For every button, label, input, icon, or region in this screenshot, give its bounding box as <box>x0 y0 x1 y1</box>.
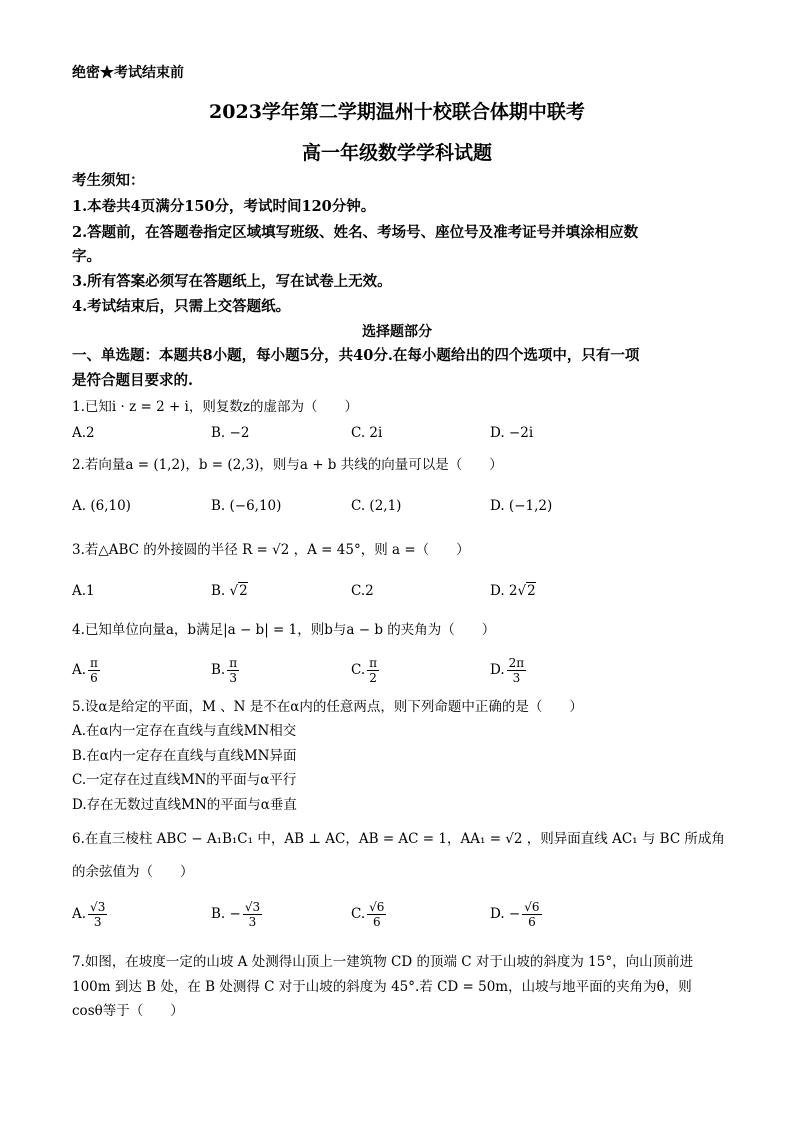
option-b-radicand: 2 <box>239 583 248 599</box>
question-2-option-c: C. (2,1) <box>351 498 402 514</box>
question-1-option-c: C. 2i <box>351 425 383 441</box>
question-6-stem-cont: 的余弦值为（ ） <box>72 864 194 880</box>
section-intro-cont: 是符合题目要求的. <box>72 372 194 389</box>
fraction <box>507 656 527 685</box>
section-title: 选择题部分 <box>362 324 432 340</box>
numerator: √6 <box>369 900 385 914</box>
question-4-option-d <box>490 656 526 685</box>
numerator: 2π <box>508 656 525 670</box>
option-label: C. <box>351 906 366 922</box>
question-3-option-a: A.1 <box>72 583 95 599</box>
question-1-stem: 1.已知i · z = 2 + i，则复数z的虚部为（ ） <box>72 399 358 415</box>
denominator: 3 <box>512 671 521 685</box>
option-d-radicand: 2 <box>527 583 536 599</box>
denominator: 2 <box>369 671 377 685</box>
fraction <box>88 656 100 685</box>
question-2-option-a: A. (6,10) <box>72 498 131 514</box>
denominator: 6 <box>528 915 536 929</box>
denominator: 3 <box>93 915 102 929</box>
option-label: C. <box>351 662 366 678</box>
fraction <box>367 656 379 685</box>
fraction <box>88 900 107 929</box>
question-5-option-c: C.一定存在过直线MN的平面与α平行 <box>72 772 297 788</box>
question-5-option-a: A.在α内一定存在直线与直线MN相交 <box>72 723 297 739</box>
denominator: 6 <box>90 671 98 685</box>
denominator: 3 <box>229 671 237 685</box>
notice-item-1: 1.本卷共4页满分150分，考试时间120分钟。 <box>72 198 376 215</box>
question-2-stem: 2.若向量a = (1,2)，b = (2,3)，则与a + b 共线的向量可以是（ ） <box>72 457 503 473</box>
option-label: A. <box>72 906 87 922</box>
numerator: π <box>369 656 378 670</box>
option-label: A. <box>72 662 87 678</box>
confidential-label: 绝密★考试结束前 <box>72 65 184 81</box>
numerator: √3 <box>90 900 106 914</box>
question-3-stem: 3.若△ABC 的外接圆的半径 R = √2 ，A = 45°，则 a =（ ） <box>72 542 470 558</box>
option-label: D. − <box>490 906 521 922</box>
question-6-option-a <box>72 900 107 929</box>
fraction <box>522 900 541 929</box>
denominator: 6 <box>372 915 381 929</box>
question-7-stem-cont: 100m 到达 B 处，在 B 处测得 C 对于山坡的斜度为 45°.若 CD = 50m，山坡与地平面的夹角为θ，则 <box>72 979 692 995</box>
option-label: B. − <box>211 906 241 922</box>
exam-subtitle: 高一年级数学学科试题 <box>301 142 492 164</box>
denominator: 3 <box>248 915 257 929</box>
option-b-prefix: B. <box>211 583 230 599</box>
question-4-option-a <box>72 656 100 685</box>
question-3-option-d: D. 2√2 <box>490 583 536 599</box>
exam-title: 2023学年第二学期温州十校联合体期中联考 <box>209 101 585 123</box>
option-d-prefix: D. 2 <box>490 583 518 599</box>
question-1-option-a: A.2 <box>72 425 95 441</box>
numerator: √6 <box>524 900 540 914</box>
question-1-option-b: B. −2 <box>211 425 250 441</box>
numerator: π <box>229 656 238 670</box>
question-5-option-d: D.存在无数过直线MN的平面与α垂直 <box>72 797 297 813</box>
fraction <box>227 656 239 685</box>
notice-item-2-cont: 字。 <box>72 248 101 265</box>
question-5-stem: 5.设α是给定的平面，M 、N 是不在α内的任意两点，则下列命题中正确的是（ ） <box>72 699 583 715</box>
question-4-option-c <box>351 656 379 685</box>
question-1-option-d: D. −2i <box>490 425 534 441</box>
question-7-stem: 7.如图，在坡度一定的山坡 A 处测得山顶上一建筑物 CD 的顶端 C 对于山坡的斜度为 15°，向山顶前进 <box>72 954 694 970</box>
question-6-option-b <box>211 900 262 929</box>
question-7-stem-end: cosθ等于（ ） <box>72 1003 184 1019</box>
question-4-option-b <box>211 656 239 685</box>
fraction <box>243 900 262 929</box>
section-intro: 一、单选题：本题共8小题，每小题5分，共40分.在每小题给出的四个选项中，只有一项 <box>72 347 640 364</box>
numerator: √3 <box>244 900 261 914</box>
option-label: D. <box>490 662 505 678</box>
question-6-option-d <box>490 900 542 929</box>
notice-item-4: 4.考试结束后，只需上交答题纸。 <box>72 298 291 315</box>
question-2-option-b: B. (−6,10) <box>211 498 282 514</box>
question-2-option-d: D. (−1,2) <box>490 498 553 514</box>
question-6-option-c <box>351 900 386 929</box>
question-5-option-b: B.在α内一定存在直线与直线MN异面 <box>72 748 297 764</box>
question-3-option-c: C.2 <box>351 583 374 599</box>
question-3-option-b: B. √2 <box>211 583 248 599</box>
notice-item-3: 3.所有答案必须写在答题纸上，写在试卷上无效。 <box>72 273 392 290</box>
notice-heading: 考生须知： <box>72 172 145 189</box>
numerator: π <box>90 656 98 670</box>
question-6-stem: 6.在直三棱柱 ABC − A₁B₁C₁ 中，AB ⊥ AC，AB = AC = 1，AA₁ = √2 ，则异面直线 AC₁ 与 BC 所成角 <box>72 831 725 847</box>
option-label: B. <box>211 662 226 678</box>
fraction <box>367 900 386 929</box>
question-4-stem: 4.已知单位向量a，b满足|a − b| = 1，则b与a − b 的夹角为（ ） <box>72 622 496 638</box>
notice-item-2: 2.答题前，在答题卷指定区域填写班级、姓名、考场号、座位号及准考证号并填涂相应数 <box>72 224 639 241</box>
